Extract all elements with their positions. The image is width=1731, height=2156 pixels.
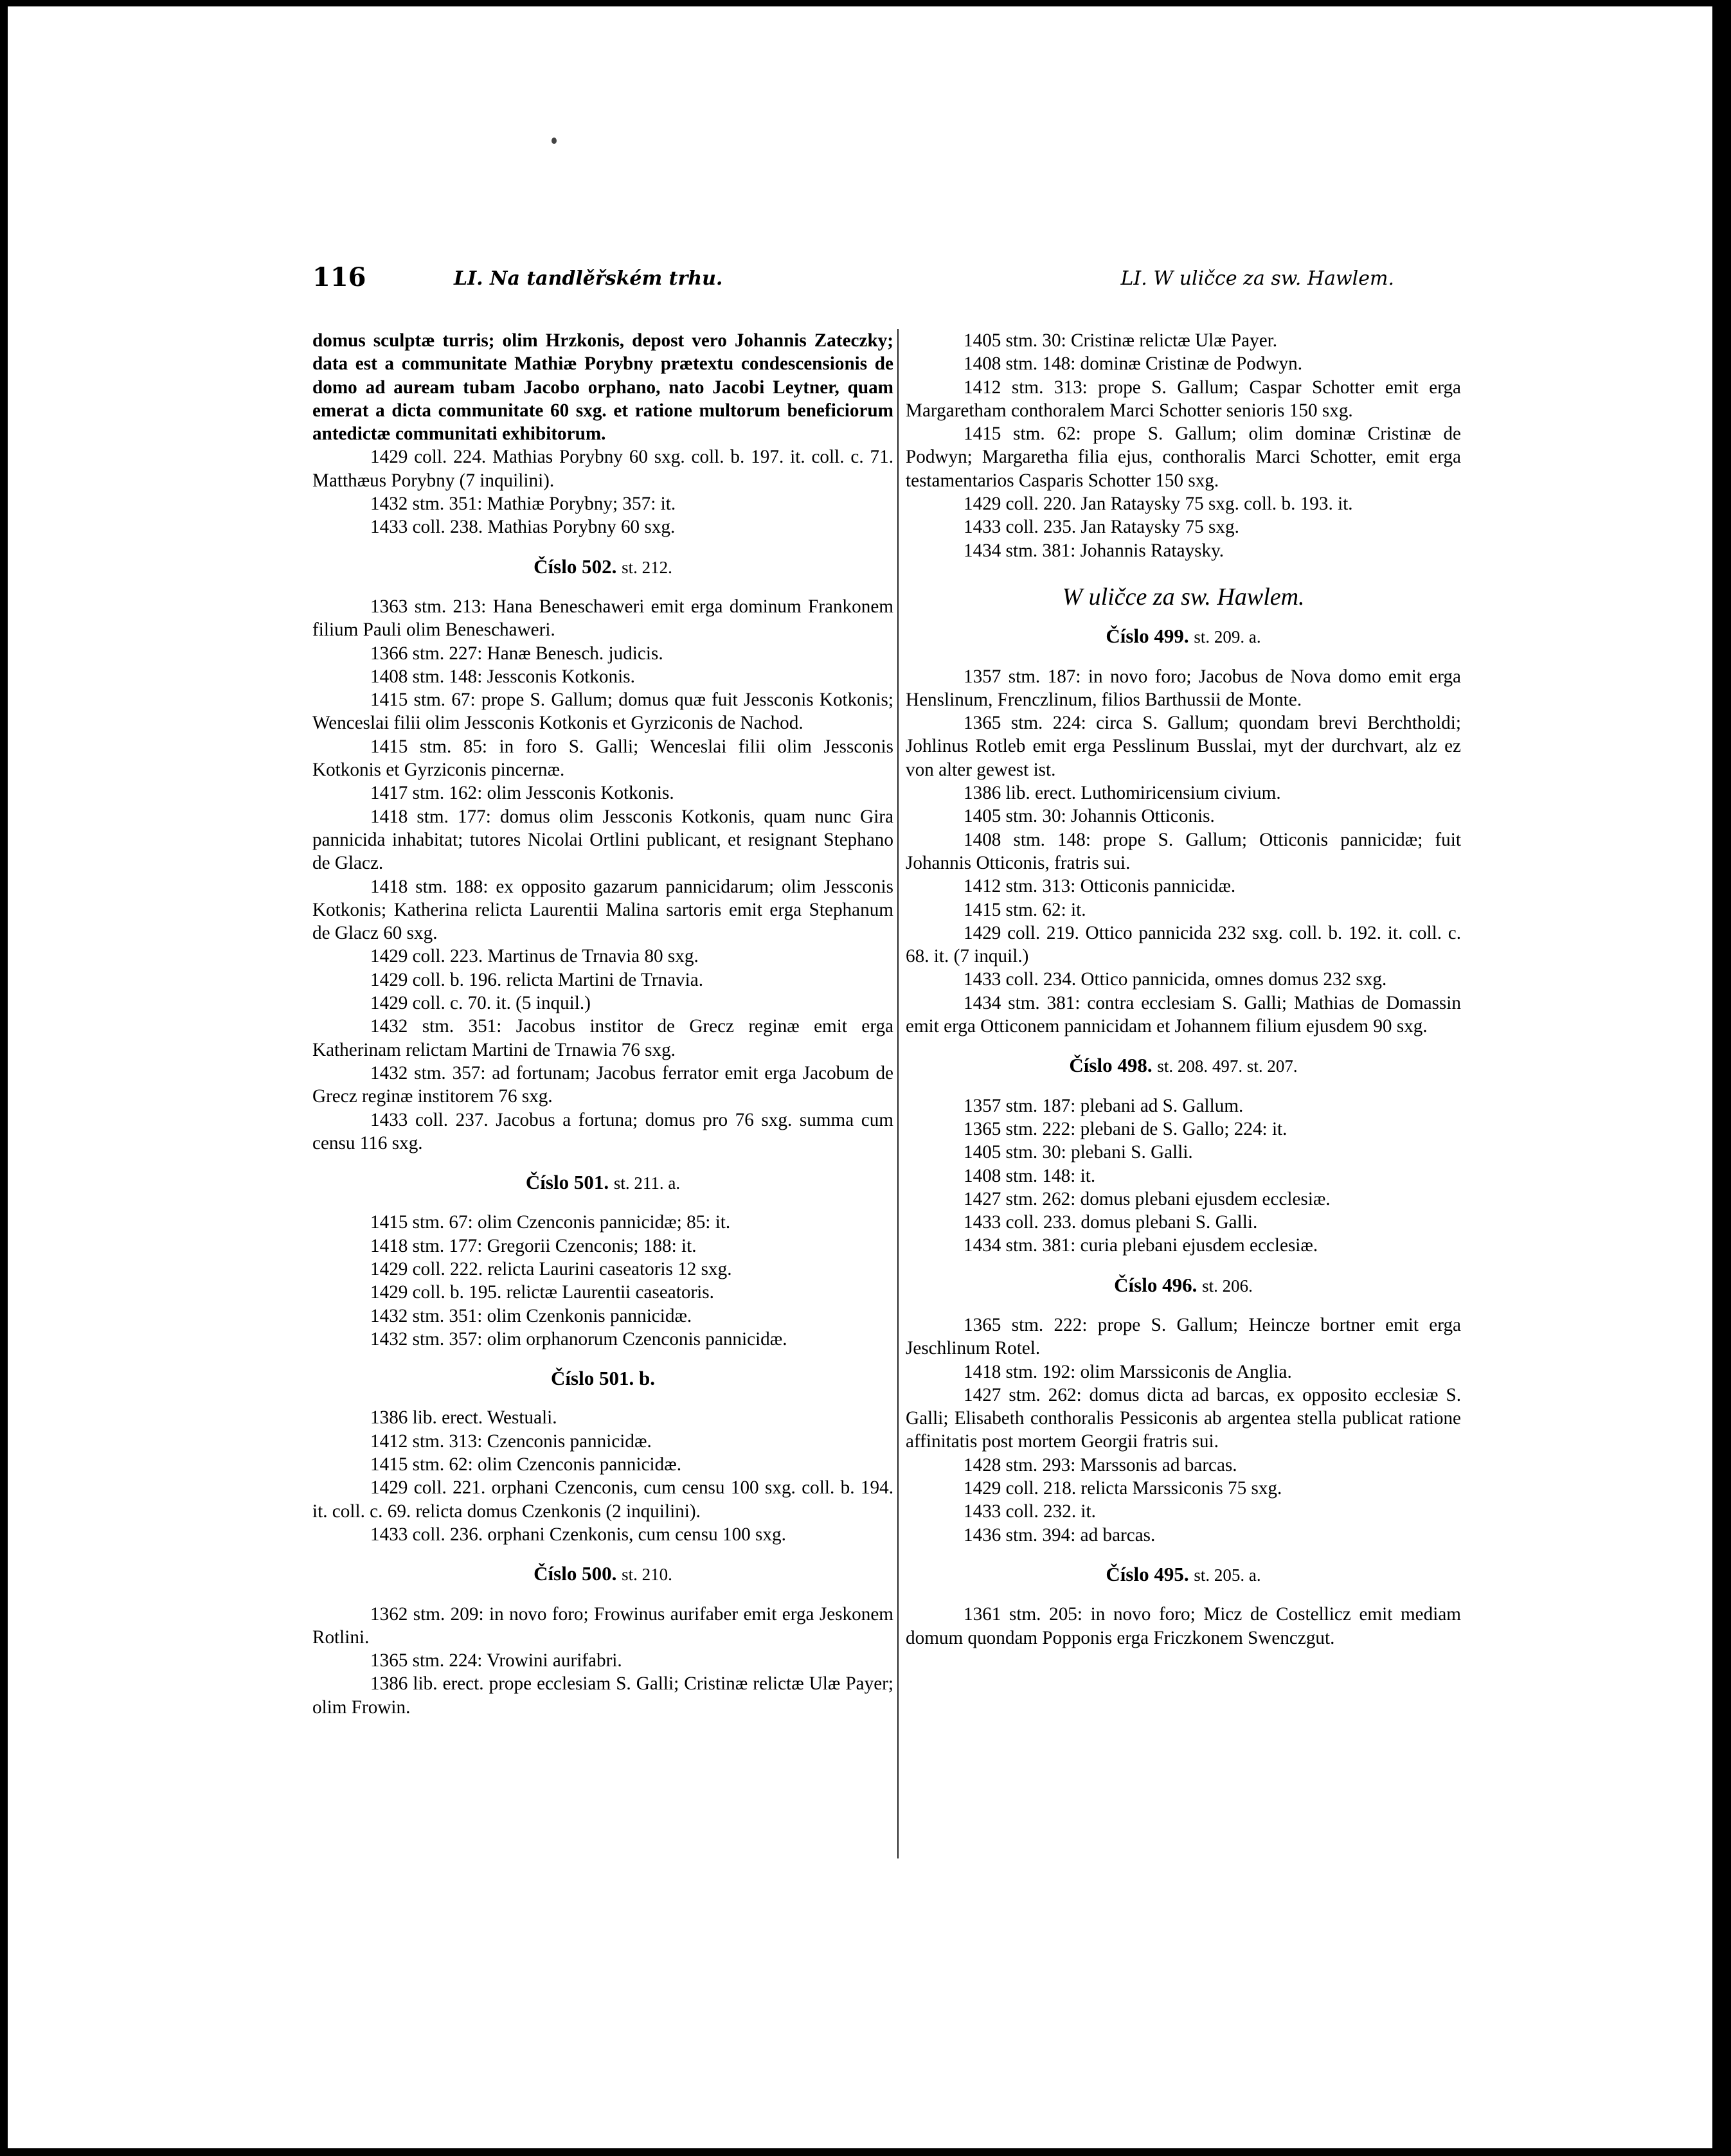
entry: 1418 stm. 188: ex opposito gazarum pannicidarum; olim Jessconis Kotkonis; Katherina relicta Laurentii Malina sartoris emit erga Stephanum de Glacz 60 sxg.: [312, 876, 893, 944]
section-street-number: st. 208. 497. st. 207.: [1157, 1056, 1298, 1076]
entry: 1417 stm. 162: olim Jessconis Kotkonis.: [370, 783, 674, 804]
entry: 1408 stm. 148: prope S. Gallum; Otticonis pannicidæ; fuit Johannis Otticonis, fratris sui.: [906, 829, 1461, 873]
entry: 1429 coll. 218. relicta Marssiconis 75 sxg.: [964, 1478, 1282, 1499]
entry: 1432 stm. 357: olim orphanorum Czenconis pannicidæ.: [370, 1328, 787, 1350]
entry: 1365 stm. 224: Vrowini aurifabri.: [370, 1650, 622, 1671]
entry: 1405 stm. 30: plebani S. Galli.: [964, 1142, 1193, 1163]
entry: 1427 stm. 262: domus plebani ejusdem ecclesiæ.: [964, 1188, 1331, 1209]
ink-speck: [552, 138, 557, 144]
entry: 1429 coll. b. 195. relictæ Laurentii caseatoris.: [370, 1282, 714, 1303]
section-heading: [312, 1171, 893, 1195]
entry: 1432 stm. 351: Mathiæ Porybny; 357: it.: [370, 494, 676, 515]
entry: 1415 stm. 62: olim Czenconis pannicidæ.: [370, 1454, 681, 1475]
entry: 1429 coll. 224. Mathias Porybny 60 sxg. coll. b. 197. it. coll. c. 71. Matthæus Porybny (7 inquilini).: [312, 447, 893, 491]
entry: 1357 stm. 187: plebani ad S. Gallum.: [964, 1095, 1244, 1116]
section-heading: [906, 1563, 1461, 1587]
right-column: [906, 329, 1461, 1650]
entry: 1433 coll. 237. Jacobus a fortuna; domus pro 76 sxg. summa cum censu 116 sxg.: [312, 1109, 893, 1154]
entry: 1418 stm. 177: Gregorii Czenconis; 188: it.: [370, 1235, 697, 1256]
entry: 1405 stm. 30: Johannis Otticonis.: [964, 806, 1215, 827]
entry: 1434 stm. 381: Johannis Rataysky.: [964, 540, 1224, 561]
section-number: Číslo 496.: [1114, 1273, 1197, 1296]
section-number: Číslo 501.: [525, 1171, 609, 1194]
entry: 1429 coll. 223. Martinus de Trnavia 80 sxg.: [370, 946, 699, 967]
entry: 1429 coll. 219. Ottico pannicida 232 sxg. coll. b. 192. it. coll. c. 68. it. (7 inquil.): [906, 922, 1461, 967]
entry: 1429 coll. 220. Jan Rataysky 75 sxg. coll. b. 193. it.: [964, 494, 1353, 515]
entry: 1365 stm. 224: circa S. Gallum; quondam brevi Berchtholdi; Johlinus Rotleb emit erga Pesslinum Busslai, myt der durchvart, alz ez von alter gewest ist.: [906, 713, 1461, 780]
entry: 1408 stm. 148: dominæ Cristinæ de Podwyn.: [964, 353, 1303, 375]
section-heading: [906, 625, 1461, 648]
section-number: Číslo 501. b.: [551, 1367, 655, 1390]
section-heading: [312, 555, 893, 579]
entry: 1386 lib. erect. Luthomiricensium civium.: [964, 783, 1281, 804]
entry: 1412 stm. 313: prope S. Gallum; Caspar Schotter emit erga Margaretham conthoralem Marci Schotter senioris 150 sxg.: [906, 377, 1461, 421]
street-heading: W uličce za sw. Hawlem.: [1062, 583, 1305, 610]
left-column: [312, 329, 893, 1719]
entry: 1429 coll. b. 196. relicta Martini de Trnavia.: [370, 969, 703, 990]
section-heading: [312, 1367, 893, 1390]
entry: 1408 stm. 148: Jessconis Kotkonis.: [370, 666, 635, 687]
entry: 1412 stm. 313: Otticonis pannicidæ.: [964, 876, 1236, 897]
entry: 1433 coll. 236. orphani Czenkonis, cum censu 100 sxg.: [370, 1524, 786, 1545]
section-number: Číslo 495.: [1106, 1562, 1189, 1585]
section-number: Číslo 502.: [534, 555, 617, 578]
entry: 1386 lib. erect. prope ecclesiam S. Galli; Cristinæ relictæ Ulæ Payer; olim Frowin.: [312, 1673, 893, 1718]
page-number: 116: [312, 262, 366, 292]
intro-entries: [906, 329, 1461, 562]
page-header: [312, 262, 1394, 294]
entry: 1386 lib. erect. Westuali.: [370, 1407, 557, 1429]
entry: 1429 coll. 222. relicta Laurini caseatoris 12 sxg.: [370, 1258, 732, 1279]
entry: 1408 stm. 148: it.: [964, 1165, 1096, 1186]
intro-entries: [312, 445, 893, 539]
intro-paragraph: domus sculptæ turris; olim Hrzkonis, depost vero Johannis Zateczky; data est a communitate Mathiæ Porybny prætextu condescensionis de domo ad auream tubam Jacobo orphano, nato Jacobi Leytner, quam emerat a dicta communitate 60 sxg. et ratione multorum beneficiorum antedictæ communitati exhibitorum.: [312, 330, 893, 445]
running-head-left: LI. Na tandlěřském trhu.: [454, 267, 723, 290]
scan-border-top: [0, 0, 1731, 6]
scan-border-right: [1712, 0, 1731, 2156]
section-heading: [906, 1054, 1461, 1078]
entry: 1363 stm. 213: Hana Beneschaweri emit erga dominum Frankonem filium Pauli olim Beneschaweri.: [312, 596, 893, 641]
section-street-number: st. 205. a.: [1194, 1565, 1261, 1585]
running-head-right: LI. W uličce za sw. Hawlem.: [1120, 267, 1394, 290]
entry: 1432 stm. 357: ad fortunam; Jacobus ferrator emit erga Jacobum de Grecz reginæ institorem 76 sxg.: [312, 1062, 893, 1107]
section-number: Číslo 500.: [534, 1562, 617, 1585]
entry: 1418 stm. 177: domus olim Jessconis Kotkonis, quam nunc Gira pannicida inhabitat; tutores Nicolai Ortlini publicant, et resignant Stephano de Glacz.: [312, 806, 893, 874]
entry: 1433 coll. 233. domus plebani S. Galli.: [964, 1212, 1258, 1233]
section-street-number: st. 206.: [1202, 1276, 1253, 1296]
entry: 1432 stm. 351: olim Czenkonis pannicidæ.: [370, 1305, 692, 1326]
entry: 1433 coll. 232. it.: [964, 1501, 1096, 1522]
entry: 1436 stm. 394: ad barcas.: [964, 1524, 1156, 1546]
entry: 1415 stm. 85: in foro S. Galli; Wenceslai filii olim Jessconis Kotkonis et Gyrziconis pincernæ.: [312, 736, 893, 781]
entry: 1365 stm. 222: plebani de S. Gallo; 224: it.: [964, 1118, 1287, 1139]
entry: 1434 stm. 381: curia plebani ejusdem ecclesiæ.: [964, 1235, 1318, 1256]
entry: 1433 coll. 238. Mathias Porybny 60 sxg.: [370, 517, 676, 538]
entry: 1415 stm. 62: prope S. Gallum; olim dominæ Cristinæ de Podwyn; Margaretha filia ejus, conthoralis Marci Schotter, emit erga testamentarios Casparis Schotter 150 sxg.: [906, 423, 1461, 491]
entry: 1361 stm. 205: in novo foro; Micz de Costellicz emit mediam domum quondam Popponis erga Friczkonem Swenczgut.: [906, 1604, 1461, 1648]
entry: 1357 stm. 187: in novo foro; Jacobus de Nova domo emit erga Henslinum, Frenczlinum, filios Barthussii de Monte.: [906, 666, 1461, 710]
scan-border-left: [0, 0, 8, 2156]
entry: 1429 coll. 221. orphani Czenconis, cum censu 100 sxg. coll. b. 194. it. coll. c. 69. relicta domus Czenkonis (2 inquilini).: [312, 1477, 893, 1522]
entry: 1365 stm. 222: prope S. Gallum; Heincze bortner emit erga Jeschlinum Rotel.: [906, 1314, 1461, 1359]
entry: 1418 stm. 192: olim Marssiconis de Anglia.: [964, 1361, 1292, 1382]
column-divider: [897, 329, 899, 1858]
entry: 1428 stm. 293: Marssonis ad barcas.: [964, 1454, 1237, 1475]
entry: 1415 stm. 67: olim Czenconis pannicidæ; 85: it.: [370, 1212, 731, 1233]
section-number: Číslo 498.: [1069, 1054, 1153, 1077]
section-street-number: st. 210.: [622, 1565, 672, 1585]
entry: 1415 stm. 67: prope S. Gallum; domus quæ fuit Jessconis Kotkonis; Wenceslai filii olim Jessconis Kotkonis et Gyrziconis de Nachod.: [312, 690, 893, 734]
entry: 1415 stm. 62: it.: [964, 899, 1086, 920]
entry: 1405 stm. 30: Cristinæ relictæ Ulæ Payer.: [964, 330, 1278, 351]
section-heading: [312, 1562, 893, 1586]
right-sections: [906, 625, 1461, 1650]
entry: 1434 stm. 381: contra ecclesiam S. Galli; Mathias de Domassin emit erga Otticonem pannicidam et Johannem filium ejusdem 90 sxg.: [906, 992, 1461, 1037]
entry: 1433 coll. 235. Jan Rataysky 75 sxg.: [964, 517, 1239, 538]
scan-border-bottom: [0, 2148, 1731, 2156]
entry: 1366 stm. 227: Hanæ Benesch. judicis.: [370, 643, 663, 664]
left-sections: [312, 555, 893, 1719]
entry: 1412 stm. 313: Czenconis pannicidæ.: [370, 1430, 652, 1452]
entry: 1427 stm. 262: domus dicta ad barcas, ex opposito ecclesiæ S. Galli; Elisabeth conthoralis Pessiconis ab argentea stella publicat ratione affinitatis post mortem Georgii fratris sui.: [906, 1384, 1461, 1452]
section-street-number: st. 212.: [622, 557, 672, 577]
section-heading: [906, 1274, 1461, 1297]
entry: 1429 coll. c. 70. it. (5 inquil.): [370, 993, 591, 1014]
section-street-number: st. 211. a.: [613, 1173, 681, 1193]
section-street-number: st. 209. a.: [1194, 627, 1261, 647]
section-number: Číslo 499.: [1106, 625, 1189, 648]
entry: 1433 coll. 234. Ottico pannicida, omnes domus 232 sxg.: [964, 969, 1387, 990]
entry: 1362 stm. 209: in novo foro; Frowinus aurifaber emit erga Jeskonem Rotlini.: [312, 1603, 893, 1648]
entry: 1432 stm. 351: Jacobus institor de Grecz reginæ emit erga Katherinam relictam Martini de Trnawia 76 sxg.: [312, 1016, 893, 1060]
